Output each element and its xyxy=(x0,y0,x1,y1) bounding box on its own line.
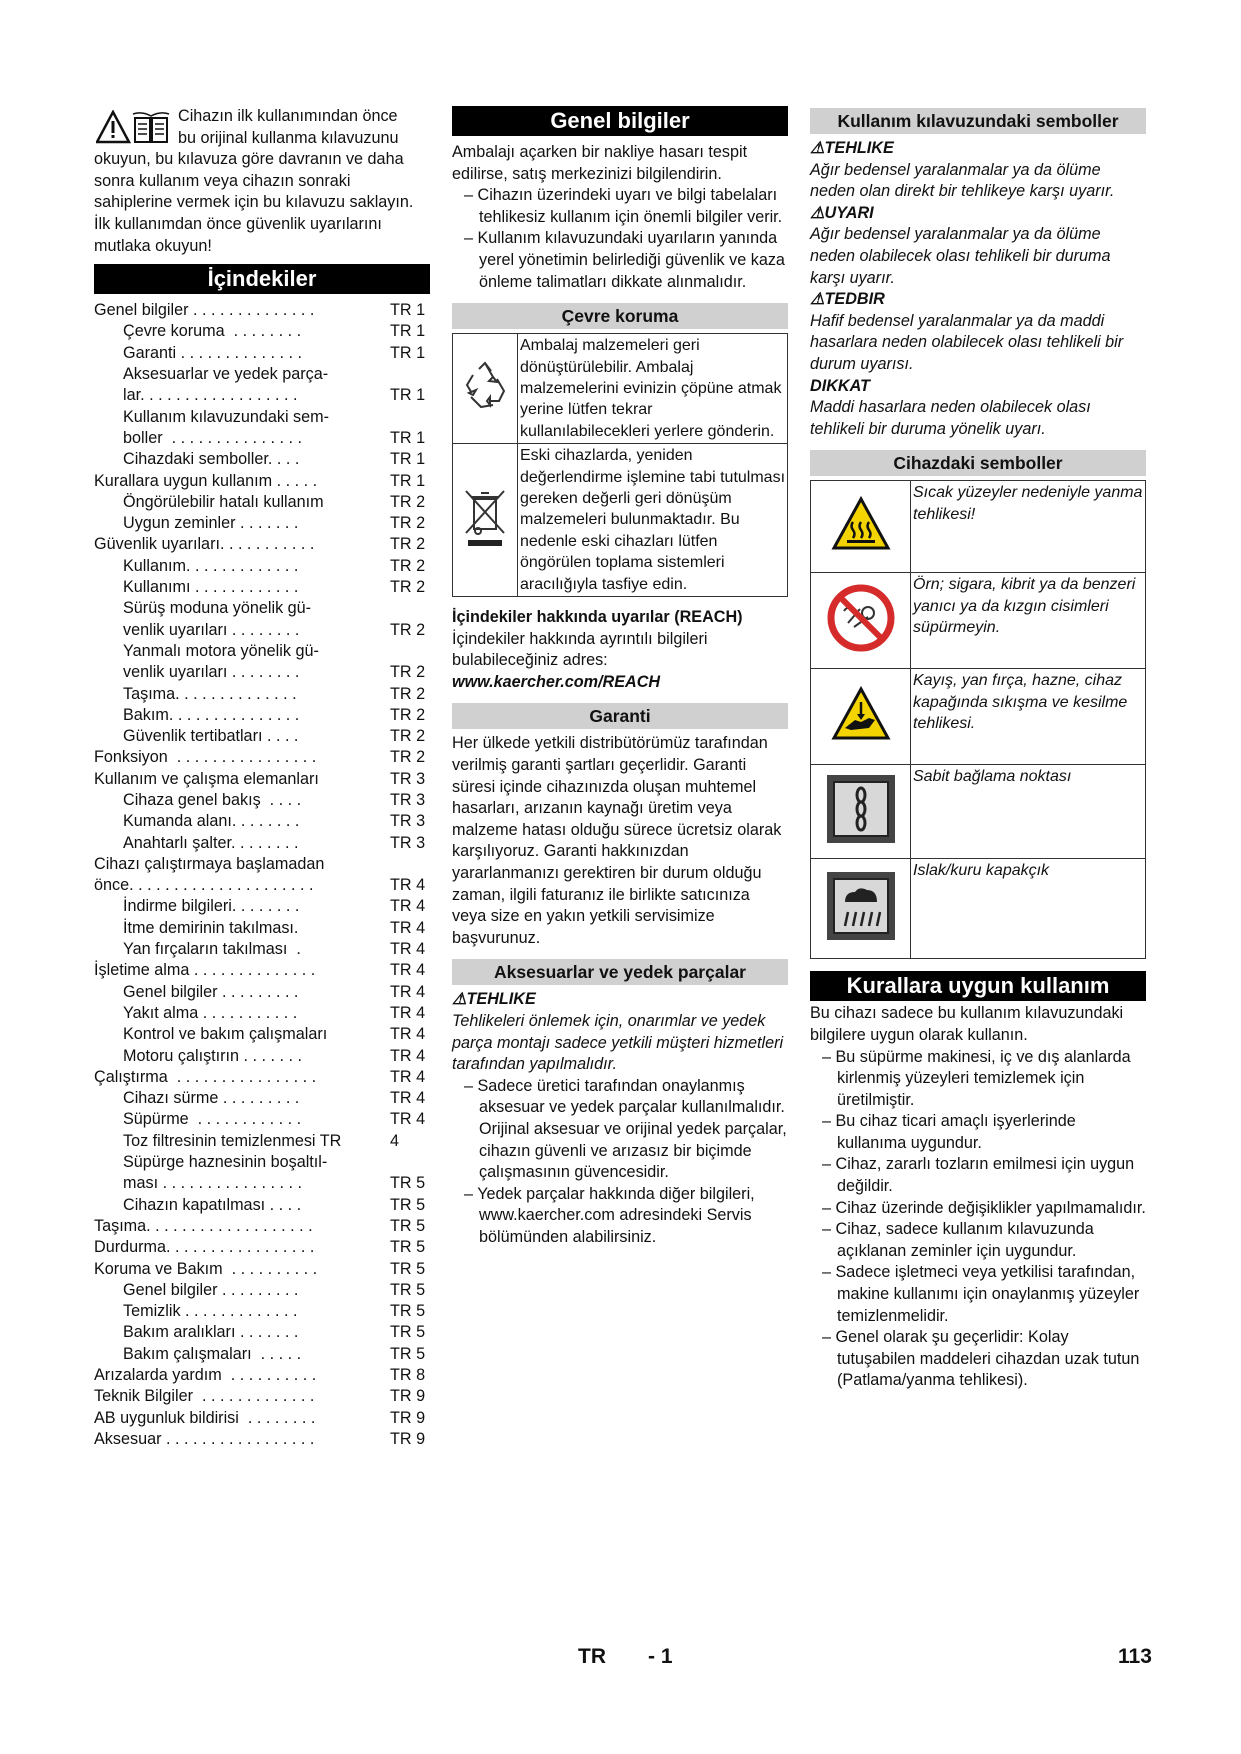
toc-entry-label: Yakıt alma . . . . . . . . . . . xyxy=(123,1003,298,1022)
toc-entry-label: Arızalarda yardım . . . . . . . . . . xyxy=(94,1366,317,1384)
toc-entry-page: TR 4 xyxy=(390,1003,426,1022)
toc-entry-page: TR 2 xyxy=(390,684,426,703)
intro-block xyxy=(94,106,430,257)
crush-hazard-text: Kayış, yan fırça, hazne, cihaz kapağında sıkışma ve kesilme tehlikesi. xyxy=(911,669,1146,765)
toc-entry[interactable] xyxy=(94,960,430,981)
toc-entry-page xyxy=(390,1152,430,1173)
wet-dry-cell xyxy=(811,859,911,959)
warning-manual-icon xyxy=(96,110,172,146)
toc-entry-label: Fonksiyon . . . . . . . . . . . . . . . . xyxy=(94,748,317,767)
toc-entry-page: TR 2 xyxy=(390,514,426,533)
toc-entry-label: Süpürge haznesinin boşaltıl- xyxy=(123,1153,328,1172)
toc-entry[interactable] xyxy=(94,1088,430,1109)
recycle-icon xyxy=(459,361,511,411)
weee-cell xyxy=(453,444,518,597)
toc-entry-page: TR 2 xyxy=(390,620,426,639)
toc-entry[interactable] xyxy=(94,982,430,1003)
toc-entry-label: Cihazdaki semboller. . . . xyxy=(123,450,300,469)
toc-entry-label: Bakım aralıkları . . . . . . . xyxy=(123,1323,299,1342)
toc-entry-page: TR 4 xyxy=(390,1089,426,1108)
general-bullet: – Kullanım kılavuzundaki uyarıların yanında yerel yönetimin belirlediği güvenlik ve kaza önleme talimatları dikkate alınmalıdır. xyxy=(464,229,785,291)
toc-entry-page: TR 4 xyxy=(390,1067,426,1086)
intro-line-2: bu orijinal kullanma kılavuzunu xyxy=(178,128,399,147)
device-symbols-heading: Cihazdaki semboller xyxy=(810,450,1146,476)
column-1 xyxy=(94,106,430,1450)
toc-entry[interactable] xyxy=(94,833,430,854)
intended-use-text: Bu cihazı sadece bu kullanım kılavuzundaki bilgilere uygun olarak kullanın. xyxy=(810,1004,1124,1044)
toc-entry-page: TR 2 xyxy=(390,535,426,554)
toc-entry-label: boller . . . . . . . . . . . . . . . xyxy=(123,428,303,447)
toc-entry[interactable] xyxy=(94,1322,430,1343)
intended-use-bullet: – Cihaz, sadece kullanım kılavuzunda açıklanan zeminler için uygundur. xyxy=(822,1220,1094,1260)
toc-entry-page: TR 2 xyxy=(390,705,426,724)
toc-entry-label: Temizlik . . . . . . . . . . . . . xyxy=(123,1302,298,1321)
toc-entry[interactable] xyxy=(94,705,430,726)
toc-entry[interactable] xyxy=(94,471,430,492)
danger-label-text: TEHLIKE xyxy=(466,990,536,1009)
toc-entry-label: Cihaza genel bakış . . . . xyxy=(123,790,302,809)
toc-entry-page: TR 4 xyxy=(390,940,426,959)
toc-entry-page: TR 2 xyxy=(390,556,426,575)
toc-entry[interactable] xyxy=(94,1131,430,1152)
toc-entry-label: Kurallara uygun kullanım . . . . . xyxy=(94,471,318,490)
toc-entry-page: TR 4 xyxy=(390,876,426,895)
toc-entry-label: Güvenlik uyarıları. . . . . . . . . . . xyxy=(94,535,315,554)
footer-language: TR xyxy=(578,1645,606,1668)
toc-entry-label: Durdurma. . . . . . . . . . . . . . . . . xyxy=(94,1238,315,1257)
warning-triangle-icon: ⚠ xyxy=(810,203,825,222)
toc-entry-label: Taşıma. . . . . . . . . . . . . . . . . . . xyxy=(94,1216,313,1235)
toc-entry-label: İndirme bilgileri. . . . . . . . xyxy=(123,897,300,916)
toc-entry-label: lar. . . . . . . . . . . . . . . . . . xyxy=(123,386,298,405)
toc-entry-label: ması . . . . . . . . . . . . . . . . xyxy=(123,1174,302,1193)
footer-page-ref: - 1 xyxy=(648,1645,673,1668)
toc-entry-page: TR 2 xyxy=(390,727,426,746)
manual-symbols-heading: Kullanım kılavuzundaki semboller xyxy=(810,108,1146,134)
toc-entry-page: TR 9 xyxy=(390,1387,426,1406)
toc-entry[interactable] xyxy=(94,726,430,747)
toc-entry-label: Bakım. . . . . . . . . . . . . . . xyxy=(123,705,300,724)
toc-entry-label: Taşıma. . . . . . . . . . . . . . xyxy=(123,684,297,703)
toc-entry-page: TR 2 xyxy=(390,492,426,511)
device-symbols-table xyxy=(810,480,1146,959)
toc-entry-page: TR 1 xyxy=(390,301,426,320)
toc-entry-label: Cihazı sürme . . . . . . . . . xyxy=(123,1089,300,1108)
warning-label-caution: ⚠TEDBIR xyxy=(810,290,885,309)
toc-entry-label: Kullanım ve çalışma elemanları xyxy=(94,769,319,788)
toc-entry-page xyxy=(390,598,430,619)
warning-triangle-icon: ⚠ xyxy=(810,290,825,309)
toc-entry[interactable] xyxy=(94,1003,430,1024)
toc-entry-label: Toz filtresinin temizlenmesi TR xyxy=(123,1131,342,1150)
recycle-cell xyxy=(453,334,518,444)
crush-cell xyxy=(811,669,911,765)
intended-use-bullet: – Bu süpürme makinesi, iç ve dış alanlarda kirlenmiş yüzeyleri temizlemek için üretilmiştir. xyxy=(822,1047,1131,1109)
intended-use-bullet: – Genel olarak şu geçerlidir: Kolay tutuşabilen maddeleri cihazdan uzak tutun (Patlama/yanma tehlikesi). xyxy=(822,1328,1140,1390)
toc-heading: İçindekiler xyxy=(94,264,430,294)
toc-entry-label: Koruma ve Bakım . . . . . . . . . . xyxy=(94,1259,318,1278)
no-burning-cell xyxy=(811,573,911,669)
intended-use-bullet: – Cihaz üzerinde değişiklikler yapılmamalıdır. xyxy=(822,1198,1146,1217)
toc-entry-page: TR 8 xyxy=(390,1366,426,1384)
accessories-warning-text: Tehlikeleri önlemek için, onarımlar ve yedek parça montajı sadece yetkili müşteri hizmetleri tarafından yapılmalıdır. xyxy=(452,1011,784,1074)
toc-entry[interactable] xyxy=(94,1109,430,1130)
warning-text-attention: Maddi hasarlara neden olabilecek olası tehlikeli bir duruma yönelik uyarı. xyxy=(810,398,1091,438)
toc-entry-label: Teknik Bilgiler . . . . . . . . . . . . . xyxy=(94,1387,315,1406)
wet-dry-flap-icon xyxy=(825,870,897,942)
toc-entry-label: Sürüş moduna yönelik gü- xyxy=(123,599,312,618)
intended-use-bullet: – Cihaz, zararlı tozların emilmesi için uygun değildir. xyxy=(822,1155,1135,1196)
toc-entry-label: İşletime alma . . . . . . . . . . . . . . xyxy=(94,961,316,980)
crossed-bin-icon xyxy=(462,487,508,549)
toc-entry[interactable] xyxy=(94,343,430,364)
toc-entry-page: TR 5 xyxy=(390,1174,426,1193)
hot-surface-cell xyxy=(811,481,911,573)
tie-down-point-icon xyxy=(825,773,897,845)
toc-entry-page xyxy=(390,364,430,385)
toc-entry-page: TR 4 xyxy=(390,961,426,980)
toc-entry[interactable] xyxy=(94,1429,430,1450)
toc-entry-page: TR 9 xyxy=(390,1429,426,1448)
column-3 xyxy=(810,106,1146,1392)
toc-entry[interactable] xyxy=(94,385,430,406)
hot-surface-icon xyxy=(831,496,891,552)
toc-entry-label: Kullanım. . . . . . . . . . . . . xyxy=(123,556,299,575)
intro-line-1: Cihazın ilk kullanımından önce xyxy=(178,107,398,125)
page-number: 113 xyxy=(1118,1645,1152,1668)
crush-hazard-icon xyxy=(831,686,891,742)
toc-entry[interactable] xyxy=(94,598,430,619)
toc-entry[interactable] xyxy=(94,300,430,321)
toc-entry-page: TR 1 xyxy=(390,322,426,341)
no-burning-text: Örn; sigara, kibrit ya da benzeri yanıcı ya da kızgın cisimleri süpürmeyin. xyxy=(911,573,1146,669)
toc-entry-label: Kullanım kılavuzundaki sem- xyxy=(123,407,330,426)
warranty-text: Her ülkede yetkili distribütörümüz tarafından verilmiş garanti şartları geçerlidir. Garanti süresi içinde cihazınızda oluşan muhtemel hasarları, arızanın kaynağı üretim veya malzeme hatası olduğu sürece ücretsiz olarak karşılıyoruz. Garanti hakkınızdan yararlanmanızı gerektiren bir durum olduğu zaman, ilgili faturanız ile birlikte satıcınıza veya size en yakın yetkili servisimize başvurunuz. xyxy=(452,734,782,947)
tie-down-cell xyxy=(811,765,911,859)
hot-surface-text: Sıcak yüzeyler nedeniyle yanma tehlikesi! xyxy=(911,481,1146,573)
toc-entry[interactable] xyxy=(94,1408,430,1429)
toc-entry-page: TR 5 xyxy=(390,1238,426,1257)
table-of-contents xyxy=(94,300,430,1450)
toc-entry[interactable] xyxy=(94,684,430,705)
toc-entry-page: TR 5 xyxy=(390,1323,426,1342)
toc-entry-label: venlik uyarıları . . . . . . . . xyxy=(123,620,300,639)
toc-entry[interactable] xyxy=(94,875,430,896)
toc-entry-page: TR 1 xyxy=(390,386,426,405)
toc-entry-page: TR 3 xyxy=(390,812,426,831)
general-info-text: Ambalajı açarken bir nakliye hasarı tespit edilirse, satış merkezinizi bilgilendirin. xyxy=(452,143,748,183)
toc-entry[interactable] xyxy=(94,662,430,683)
toc-entry[interactable] xyxy=(94,1152,430,1173)
toc-entry[interactable] xyxy=(94,407,430,428)
warranty-heading: Garanti xyxy=(452,703,788,729)
toc-entry[interactable] xyxy=(94,428,430,449)
warning-triangle-icon: ⚠ xyxy=(452,990,467,1009)
toc-entry[interactable] xyxy=(94,513,430,534)
toc-entry[interactable] xyxy=(94,1237,430,1258)
environment-table xyxy=(452,333,788,597)
toc-entry[interactable] xyxy=(94,1386,430,1407)
toc-entry[interactable] xyxy=(94,1195,430,1216)
toc-entry-page xyxy=(390,641,430,662)
toc-entry-label: Yan fırçaların takılması . xyxy=(123,940,301,959)
reach-title: İçindekiler hakkında uyarılar (REACH) xyxy=(452,608,743,627)
accessories-heading: Aksesuarlar ve yedek parçalar xyxy=(452,959,788,985)
toc-entry[interactable] xyxy=(94,1067,430,1088)
reach-url[interactable]: www.kaercher.com/REACH xyxy=(452,672,661,691)
column-2 xyxy=(452,106,788,1248)
toc-entry[interactable] xyxy=(94,918,430,939)
toc-entry[interactable] xyxy=(94,1280,430,1301)
toc-entry-page: TR 1 xyxy=(390,450,426,469)
toc-entry[interactable] xyxy=(94,854,430,875)
toc-entry[interactable] xyxy=(94,449,430,470)
tie-down-text: Sabit bağlama noktası xyxy=(911,765,1146,859)
environment-heading: Çevre koruma xyxy=(452,303,788,329)
toc-entry-label: Uygun zeminler . . . . . . . xyxy=(123,514,299,533)
toc-entry-page: TR 2 xyxy=(390,663,426,682)
toc-entry-page: TR 9 xyxy=(390,1408,426,1427)
toc-entry[interactable] xyxy=(94,1365,430,1386)
toc-entry-label: venlik uyarıları . . . . . . . . xyxy=(123,663,300,682)
toc-entry[interactable] xyxy=(94,790,430,811)
toc-entry-label: Kullanımı . . . . . . . . . . . . xyxy=(123,578,299,597)
weee-text: Eski cihazlarda, yeniden değerlendirme işlemine tabi tutulması gereken değerli geri dönüşüm malzemeleri bulunmaktadır. Bu nedenle eski cihazları lütfen öngörülen toplama sistemleri aracılığıyla tasfiye edin. xyxy=(518,444,788,597)
accessories-bullet: – Sadece üretici tarafından onaylanmış aksesuar ve yedek parçalar kullanılmalıdır. Orijinal aksesuar ve orijinal yedek parçalar, cihazın güvenli ve arızasız bir biçimde çalışmasının güvencesidir. xyxy=(464,1076,787,1182)
toc-entry-label: Yanmalı motora yönelik gü- xyxy=(123,641,319,660)
toc-entry-label: Cihazı çalıştırmaya başlamadan xyxy=(94,854,325,873)
warning-text-danger: Ağır bedensel yaralanmalar ya da ölüme neden olan direkt bir tehlikeye karşı uyarır. xyxy=(810,160,1115,201)
recycle-text: Ambalaj malzemeleri geri dönüştürülebilir. Ambalaj malzemelerini evinizin çöpüne atmak yerine lütfen tekrar kullanılabilecekleri yerlere gönderin. xyxy=(518,334,788,444)
toc-entry[interactable] xyxy=(94,1259,430,1280)
toc-entry-page: TR 3 xyxy=(390,769,426,788)
toc-entry-page: TR 5 xyxy=(390,1302,426,1321)
toc-entry[interactable] xyxy=(94,577,430,598)
intro-text: okuyun, bu kılavuza göre davranın ve daha sonra kullanım veya cihazın sonraki sahiplerine vermek için bu kılavuzu saklayın. xyxy=(94,150,414,212)
toc-entry-label: Çalıştırma . . . . . . . . . . . . . . . . xyxy=(94,1067,317,1086)
no-burning-objects-icon xyxy=(826,583,896,653)
toc-entry-label: Öngörülebilir hatalı kullanım xyxy=(123,492,324,511)
toc-entry-page: TR 4 xyxy=(390,918,426,937)
toc-entry-label: AB uygunluk bildirisi . . . . . . . . xyxy=(94,1408,316,1427)
toc-entry-page: TR 4 xyxy=(390,897,426,916)
warning-label-danger: ⚠TEHLIKE xyxy=(810,139,894,157)
toc-entry-label: Bakım çalışmaları . . . . . xyxy=(123,1344,302,1363)
wet-dry-text: Islak/kuru kapakçık xyxy=(911,859,1146,959)
intended-use-heading: Kurallara uygun kullanım xyxy=(810,971,1146,1001)
toc-entry-page: TR 5 xyxy=(390,1195,426,1214)
toc-entry[interactable] xyxy=(94,1301,430,1322)
toc-entry-label: Aksesuar . . . . . . . . . . . . . . . . . xyxy=(94,1429,315,1448)
general-bullet: – Cihazın üzerindeki uyarı ve bilgi tabelaları tehlikesiz kullanım için önemli bilgiler verir. xyxy=(464,186,783,226)
toc-entry[interactable] xyxy=(94,321,430,342)
toc-entry-page: TR 1 xyxy=(390,471,426,490)
toc-entry-label: Cihazın kapatılması . . . . xyxy=(123,1195,302,1214)
reach-text: İçindekiler hakkında ayrıntılı bilgileri bulabileceğiniz adres: xyxy=(452,629,708,670)
toc-entry[interactable] xyxy=(94,1046,430,1067)
toc-entry-page: TR 5 xyxy=(390,1216,426,1235)
toc-entry-page: TR 1 xyxy=(390,428,426,447)
intended-use-bullet: – Sadece işletmeci veya yetkilisi tarafından, makine kullanımı için onaylanmış yüzeyler temizlenmelidir. xyxy=(822,1263,1140,1325)
toc-entry-page: TR 5 xyxy=(390,1344,426,1363)
toc-entry[interactable] xyxy=(94,534,430,555)
intro-safety-text: İlk kullanımdan önce güvenlik uyarılarını mutlaka okuyun! xyxy=(94,214,382,255)
accessories-warning-label xyxy=(452,989,788,1011)
intro-icons xyxy=(96,110,172,146)
toc-entry[interactable] xyxy=(94,811,430,832)
toc-entry[interactable] xyxy=(94,492,430,513)
toc-entry-page: TR 3 xyxy=(390,790,426,809)
warning-text-caution: Hafif bedensel yaralanmalar ya da maddi hasarlara neden olabilecek olası tehlikeli bir durum uyarısı. xyxy=(810,311,1124,373)
warning-label-warning: ⚠UYARI xyxy=(810,203,874,222)
toc-entry[interactable] xyxy=(94,556,430,577)
toc-entry-label: Genel bilgiler . . . . . . . . . xyxy=(123,1280,299,1299)
toc-entry-label: Kontrol ve bakım çalışmaları xyxy=(123,1025,328,1044)
toc-entry-page: TR 4 xyxy=(390,1025,426,1044)
toc-entry[interactable] xyxy=(94,641,430,662)
toc-entry-page: TR 2 xyxy=(390,578,426,597)
toc-entry-label: Genel bilgiler . . . . . . . . . . . . . . xyxy=(94,301,315,320)
toc-entry-label: Kumanda alanı. . . . . . . . xyxy=(123,812,300,831)
toc-entry[interactable] xyxy=(94,747,430,768)
toc-entry-label: önce. . . . . . . . . . . . . . . . . . . . . xyxy=(94,876,314,895)
toc-entry-page: TR 5 xyxy=(390,1259,426,1278)
toc-entry-label: Motoru çalıştırın . . . . . . . xyxy=(123,1046,303,1065)
toc-entry[interactable] xyxy=(94,1024,430,1045)
toc-entry-label: Anahtarlı şalter. . . . . . . . xyxy=(123,833,299,852)
warning-triangle-icon: ⚠ xyxy=(810,139,825,157)
toc-entry-page: TR 4 xyxy=(390,982,426,1001)
toc-entry[interactable] xyxy=(94,1173,430,1194)
toc-entry[interactable] xyxy=(94,1216,430,1237)
toc-entry[interactable] xyxy=(94,769,430,790)
general-info-heading: Genel bilgiler xyxy=(452,106,788,136)
toc-entry-page: TR 1 xyxy=(390,343,426,362)
accessories-bullet: – Yedek parçalar hakkında diğer bilgileri, www.kaercher.com adresindeki Servis bölümünden alabilirsiniz. xyxy=(464,1184,755,1246)
toc-entry-page: TR 5 xyxy=(390,1280,426,1299)
toc-entry[interactable] xyxy=(94,939,430,960)
toc-entry[interactable] xyxy=(94,896,430,917)
toc-entry-page xyxy=(390,407,430,428)
toc-entry-page: TR 4 xyxy=(390,1110,426,1129)
toc-entry-page: TR 3 xyxy=(390,833,426,852)
intended-use-bullet: – Bu cihaz ticari amaçlı işyerlerinde kullanıma uygundur. xyxy=(822,1112,1076,1152)
toc-entry-label: İtme demirinin takılması. xyxy=(123,918,299,937)
toc-entry[interactable] xyxy=(94,620,430,641)
toc-entry-label: Güvenlik tertibatları . . . . xyxy=(123,727,299,746)
toc-entry-label: Çevre koruma . . . . . . . . xyxy=(123,322,302,341)
toc-entry-label: Aksesuarlar ve yedek parça- xyxy=(123,365,329,384)
warning-label-attention: DIKKAT xyxy=(810,376,870,395)
toc-entry[interactable] xyxy=(94,1344,430,1365)
toc-entry-label: Garanti . . . . . . . . . . . . . . xyxy=(123,343,303,362)
toc-entry-page: 4 xyxy=(390,1131,400,1150)
toc-entry-label: Süpürme . . . . . . . . . . . . xyxy=(123,1110,302,1129)
toc-entry-label: Genel bilgiler . . . . . . . . . xyxy=(123,982,299,1001)
toc-entry-page: TR 2 xyxy=(390,748,426,767)
warning-text-warning: Ağır bedensel yaralanmalar ya da ölüme neden olabilecek olası tehlikeli bir duruma karşı uyarır. xyxy=(810,225,1111,287)
toc-entry[interactable] xyxy=(94,364,430,385)
toc-entry-page xyxy=(390,854,430,875)
toc-entry-page: TR 4 xyxy=(390,1046,426,1065)
